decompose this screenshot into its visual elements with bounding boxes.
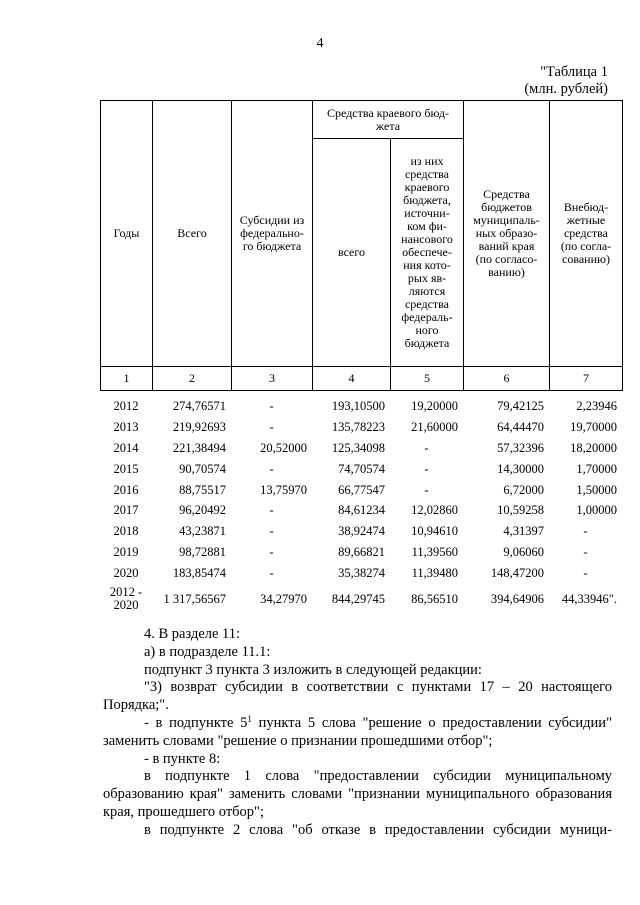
row-federal: 20,52000 bbox=[260, 440, 307, 455]
row-regional-federal: 19,20000 bbox=[411, 398, 458, 413]
row-regional-federal: 86,56510 bbox=[411, 591, 458, 606]
row-year: 2012 - 2020 bbox=[109, 585, 143, 613]
row-extrabudgetary: 44,33946". bbox=[561, 591, 617, 606]
row-regional-federal: 11,39560 bbox=[411, 545, 458, 560]
column-number: 1 bbox=[101, 367, 153, 391]
table-row bbox=[100, 542, 622, 563]
row-regional: 84,61234 bbox=[338, 503, 385, 518]
row-extrabudgetary: 19,70000 bbox=[570, 419, 617, 434]
table-units: (млн. рублей) bbox=[524, 81, 608, 97]
column-number: 3 bbox=[232, 367, 313, 391]
header-extrabudgetary: Внебюд- жетные средства (по согла- сованию) bbox=[550, 101, 623, 367]
row-regional: 66,77547 bbox=[338, 482, 385, 497]
header-total: Всего bbox=[153, 101, 232, 367]
row-total: 183,85474 bbox=[172, 566, 226, 581]
table-row bbox=[100, 563, 622, 584]
header-municipal: Средства бюджетов муниципаль- ных образо- ваний края (по согласо- ванию) bbox=[464, 101, 550, 367]
row-total: 43,23871 bbox=[179, 524, 226, 539]
row-regional-federal: 12,02860 bbox=[411, 503, 458, 518]
row-federal: 34,27970 bbox=[260, 591, 307, 606]
body-text bbox=[103, 626, 612, 840]
superscript: 1 bbox=[247, 713, 252, 724]
row-municipal: 64,44470 bbox=[497, 419, 544, 434]
row-federal: - bbox=[269, 419, 274, 434]
header-regional-all: всего bbox=[313, 139, 391, 367]
row-year: 2018 bbox=[113, 524, 139, 539]
row-municipal: 14,30000 bbox=[497, 461, 544, 476]
row-total: 219,92693 bbox=[172, 419, 226, 434]
paragraph: "3) возврат субсидии в соответствии с пунктами 17 – 20 настоящего Порядка;". bbox=[103, 679, 612, 714]
row-total: 90,70574 bbox=[179, 461, 226, 476]
row-regional-federal: 21,60000 bbox=[411, 419, 458, 434]
column-number-row bbox=[101, 367, 623, 391]
row-federal: - bbox=[269, 461, 274, 476]
row-extrabudgetary: 1,70000 bbox=[576, 461, 617, 476]
row-municipal: 57,32396 bbox=[497, 440, 544, 455]
total-row bbox=[100, 584, 622, 614]
column-number: 7 bbox=[550, 367, 623, 391]
column-number: 5 bbox=[391, 367, 464, 391]
row-municipal: 148,47200 bbox=[490, 566, 544, 581]
row-extrabudgetary: - bbox=[583, 524, 588, 539]
row-municipal: 6,72000 bbox=[503, 482, 544, 497]
row-extrabudgetary: 1,00000 bbox=[576, 503, 617, 518]
paragraph: в подпункте 1 слова "предоставлении субсидии муниципальному образованию края" заменить словами "признании муниципального образования края, прошедшего отбор"; bbox=[103, 768, 612, 820]
row-year: 2016 bbox=[113, 482, 139, 497]
row-regional: 844,29745 bbox=[331, 591, 385, 606]
header-federal-subsidies: Субсидии из федерально- го бюджета bbox=[232, 101, 313, 367]
row-federal: - bbox=[269, 545, 274, 560]
row-municipal: 394,64906 bbox=[490, 591, 544, 606]
table-header bbox=[100, 100, 623, 391]
paragraph-text: пункта 5 слова "решение о предоставлении субсидии" заменить словами "решение о признании прошедшими отбор"; bbox=[103, 714, 612, 749]
paragraph: подпункт 3 пункта 3 изложить в следующей редакции: bbox=[144, 661, 482, 678]
row-municipal: 4,31397 bbox=[503, 524, 544, 539]
row-federal: - bbox=[269, 398, 274, 413]
row-total: 96,20492 bbox=[179, 503, 226, 518]
row-regional: 74,70574 bbox=[338, 461, 385, 476]
row-municipal: 9,06060 bbox=[503, 545, 544, 560]
row-extrabudgetary: - bbox=[583, 566, 588, 581]
row-regional-federal: 10,94610 bbox=[411, 524, 458, 539]
row-total: 1 317,56567 bbox=[163, 591, 226, 606]
header-regional-group: Средства краевого бюд- жета bbox=[313, 101, 464, 139]
table-row bbox=[100, 438, 622, 459]
row-regional-federal: 11,39480 bbox=[411, 566, 458, 581]
row-total: 88,75517 bbox=[179, 482, 226, 497]
table-row bbox=[100, 417, 622, 438]
row-regional: 38,92474 bbox=[338, 524, 385, 539]
row-regional: 89,66821 bbox=[338, 545, 385, 560]
row-federal: - bbox=[269, 566, 274, 581]
paragraph: - в пункте 8: bbox=[144, 750, 221, 767]
paragraph bbox=[103, 715, 612, 751]
column-number: 2 bbox=[153, 367, 232, 391]
table-row bbox=[100, 459, 622, 480]
row-extrabudgetary: 2,23946 bbox=[576, 398, 617, 413]
row-regional: 135,78223 bbox=[331, 419, 385, 434]
row-regional-federal: - bbox=[424, 482, 429, 497]
row-year: 2019 bbox=[113, 545, 139, 560]
data-table bbox=[100, 396, 622, 614]
table-row bbox=[100, 480, 622, 501]
row-extrabudgetary: 18,20000 bbox=[570, 440, 617, 455]
row-municipal: 79,42125 bbox=[497, 398, 544, 413]
header-years: Годы bbox=[101, 101, 153, 367]
row-year: 2020 bbox=[113, 566, 139, 581]
table-row bbox=[100, 500, 622, 521]
table-title: "Таблица 1 bbox=[540, 64, 608, 80]
row-year: 2014 bbox=[113, 440, 139, 455]
paragraph: в подпункте 2 слова "об отказе в предоставлении субсидии муници- bbox=[144, 821, 612, 838]
table-row bbox=[100, 521, 622, 542]
page-number: 4 bbox=[316, 36, 324, 51]
header-regional-federal-source: из них средства краевого бюджета, источни- ком фи- нансового обеспече- ния кото- рых яв- ляются средства федераль- ного бюджета bbox=[391, 139, 464, 367]
row-year: 2013 bbox=[113, 419, 139, 434]
column-number: 4 bbox=[313, 367, 391, 391]
paragraph-text: - в подпункте 5 bbox=[144, 714, 248, 731]
row-federal: - bbox=[269, 503, 274, 518]
row-federal: - bbox=[269, 524, 274, 539]
row-total: 221,38494 bbox=[172, 440, 226, 455]
row-extrabudgetary: - bbox=[583, 545, 588, 560]
row-regional: 193,10500 bbox=[331, 398, 385, 413]
column-number: 6 bbox=[464, 367, 550, 391]
table-row bbox=[100, 396, 622, 417]
row-regional-federal: - bbox=[424, 461, 429, 476]
row-extrabudgetary: 1,50000 bbox=[576, 482, 617, 497]
paragraph: 4. В разделе 11: bbox=[144, 626, 241, 642]
row-year: 2017 bbox=[113, 503, 139, 518]
row-regional: 125,34098 bbox=[331, 440, 385, 455]
row-regional-federal: - bbox=[424, 440, 429, 455]
row-regional: 35,38274 bbox=[338, 566, 385, 581]
row-year: 2012 bbox=[113, 398, 139, 413]
row-federal: 13,75970 bbox=[260, 482, 307, 497]
row-total: 98,72881 bbox=[179, 545, 226, 560]
paragraph: а) в подразделе 11.1: bbox=[144, 643, 271, 660]
row-year: 2015 bbox=[113, 461, 139, 476]
row-municipal: 10,59258 bbox=[497, 503, 544, 518]
table-caption bbox=[524, 64, 608, 98]
row-total: 274,76571 bbox=[172, 398, 226, 413]
